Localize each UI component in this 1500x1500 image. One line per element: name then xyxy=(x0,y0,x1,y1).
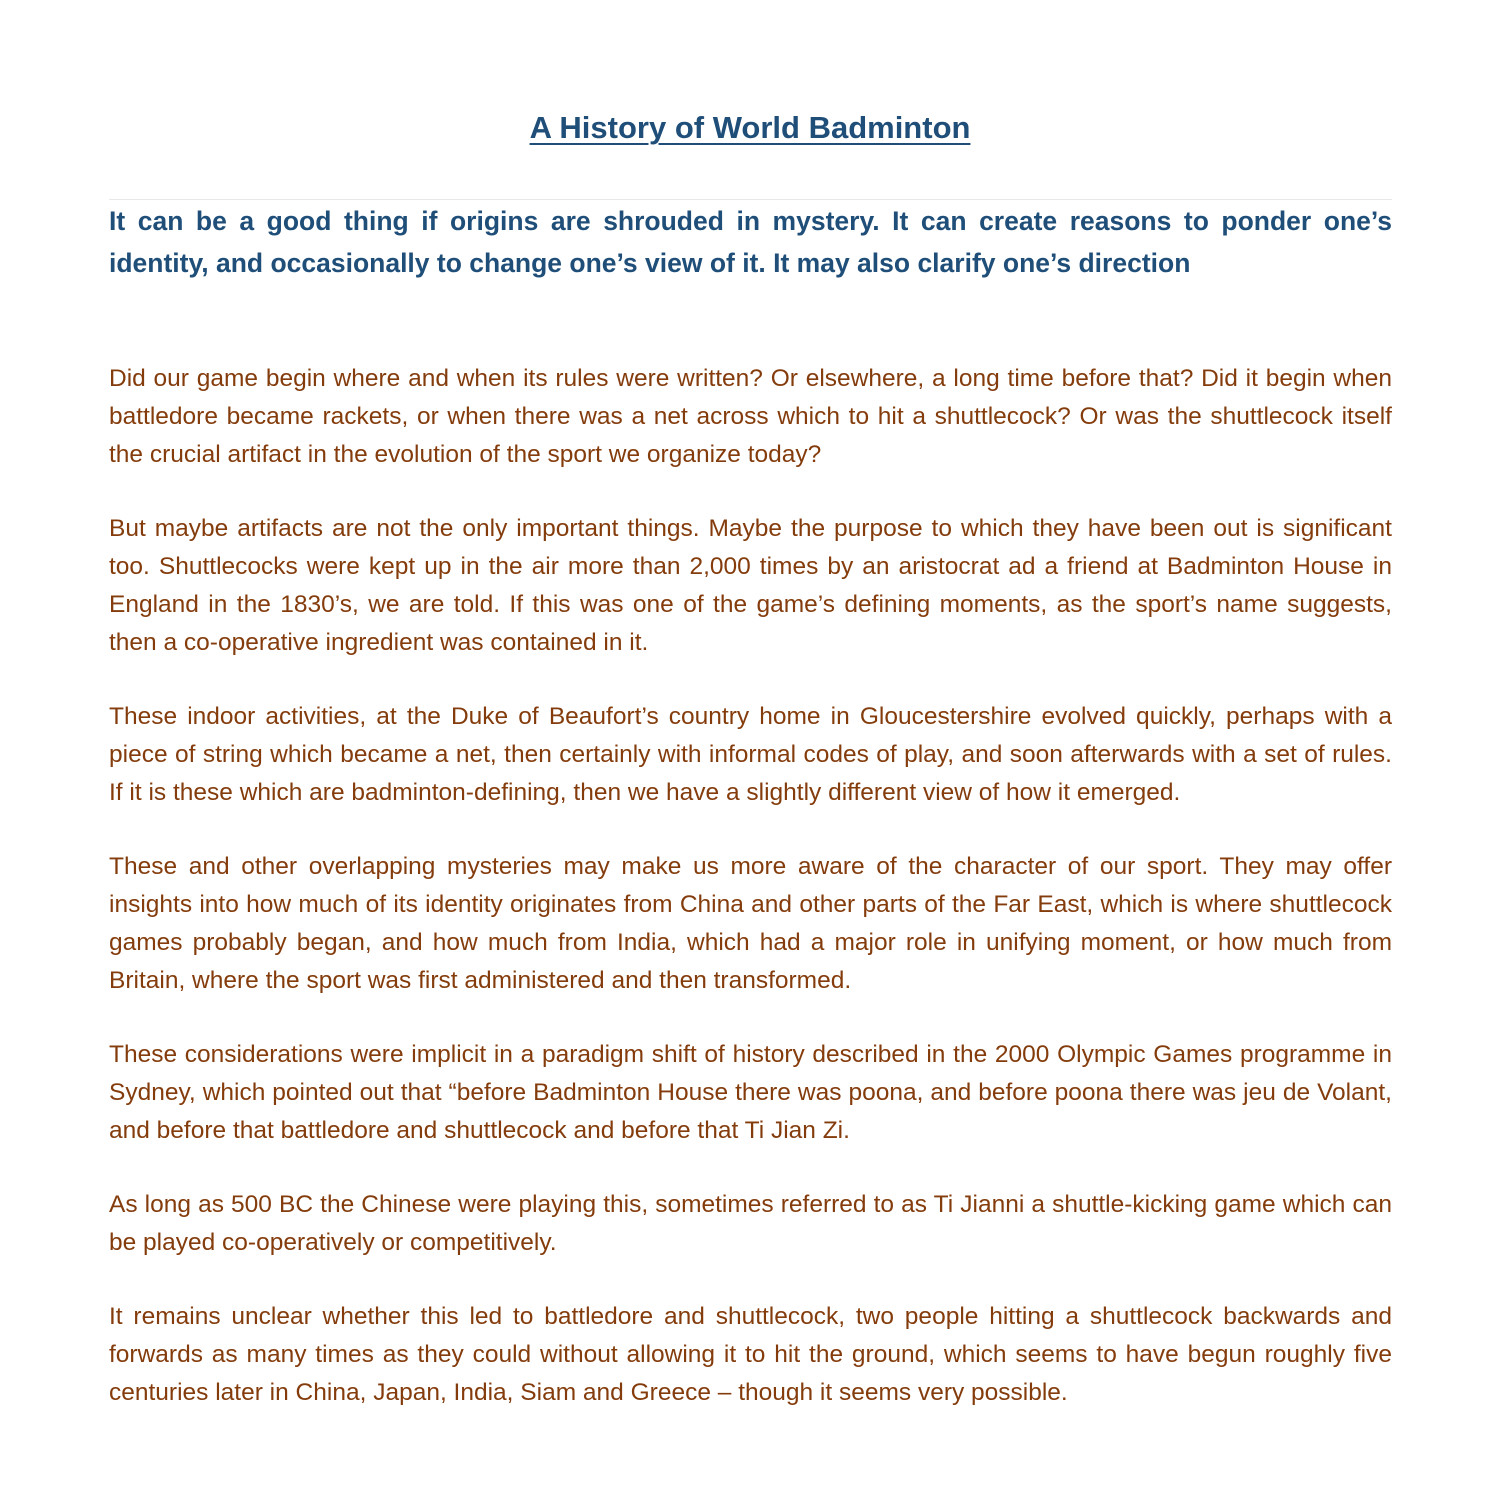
paragraph: These and other overlapping mysteries may make us more aware of the character of our sport. They may offer insights into how much of its identity originates from China and other parts of the Far East, which is where shuttlecock games probably began, and how much from India, which had a major role in unifying moment, or how much from Britain, where the sport was first administered and then transformed. xyxy=(109,853,1392,994)
paragraph: These indoor activities, at the Duke of Beaufort’s country home in Gloucestershire evolved quickly, perhaps with a piece of string which became a net, then certainly with informal codes of play, and soon afterwards with a set of rules. If it is these which are badminton-defining, then we have a slightly different view of how it emerged. xyxy=(109,703,1392,806)
intro-paragraph: It can be a good thing if origins are shrouded in mystery. It can create reasons to ponder one’s identity, and occasionally to change one’s view of it. It may also clarify one’s direction xyxy=(109,206,1392,278)
paragraph: It remains unclear whether this led to battledore and shuttlecock, two people hitting a shuttlecock backwards and forwards as many times as they could without allowing it to hit the ground, which seems to have begun roughly five centuries later in China, Japan, India, Siam and Greece – though it seems very possible. xyxy=(109,1303,1392,1406)
paragraph: These considerations were implicit in a paradigm shift of history described in the 2000 Olympic Games programme in Sydney, which pointed out that “before Badminton House there was poona, and before poona there was jeu de Volant, and before that battledore and shuttlecock and before that Ti Jian Zi. xyxy=(109,1041,1392,1144)
paragraph: As long as 500 BC the Chinese were playing this, sometimes referred to as Ti Jianni a shuttle-kicking game which can be played co-operatively or competitively. xyxy=(109,1191,1392,1256)
page-title: A History of World Badminton xyxy=(529,110,971,145)
paragraph: But maybe artifacts are not the only important things. Maybe the purpose to which they have been out is significant too. Shuttlecocks were kept up in the air more than 2,000 times by an aristocrat ad a friend at Badminton House in England in the 1830’s, we are told. If this was one of the game’s defining moments, as the sport’s name suggests, then a co-operative ingredient was contained in it. xyxy=(109,515,1392,656)
paragraph: Did our game begin where and when its rules were written? Or elsewhere, a long time before that? Did it begin when battledore became rackets, or when there was a net across which to hit a shuttlecock? Or was the shuttlecock itself the crucial artifact in the evolution of the sport we organize today? xyxy=(109,365,1392,468)
body-text xyxy=(109,360,1392,1448)
